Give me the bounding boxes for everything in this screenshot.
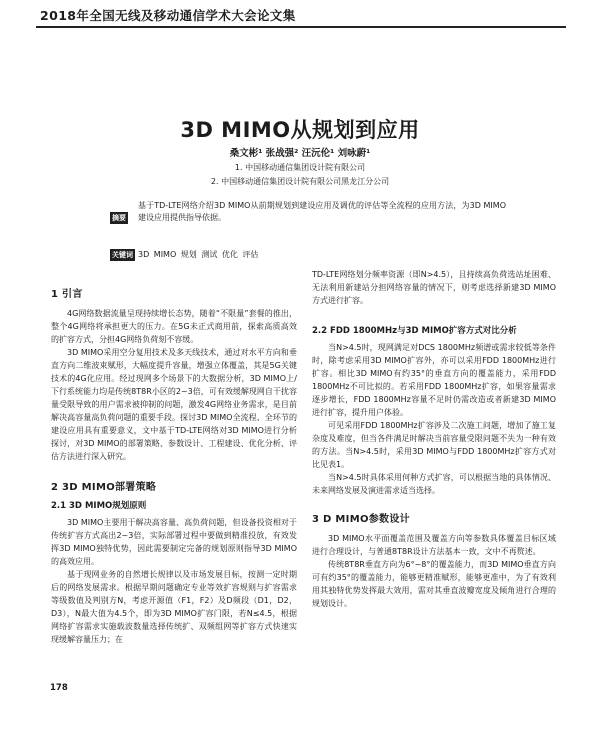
section-3-heading: 3 D MIMO参数设计 [312,514,410,525]
running-header: 2018年全国无线及移动通信学术大会论文集 [40,8,296,23]
section-3-paragraph-2: 传统8T8R垂直方向为6°~8°的覆盖能力，而3D MIMO垂直方向可有约35°的覆盖能力，能够更精准赋形，能够更准中，为了有效利用其独特优势发挥最大效用，需对其垂直波瓣宽度及倾角进行合理的规划设计。 [312,560,556,608]
affiliation-2: 2. 中国移动通信集团设计院有限公司黑龙江分公司 [210,177,390,186]
affiliation-1: 1. 中国移动通信集团设计院有限公司 [234,163,366,172]
keywords-text: 3D MIMO 规划 测试 优化 评估 [138,250,259,259]
section-2-2-paragraph-2: 可见采用FDD 1800MHz扩容涉及二次施工问题，增加了施工复杂度及难度，但当各件满足时解决当前容量受限问题不失为一种有效的方法。当N>4.5时，采用3D MIMO与FDD 1800MHz扩容方式对比见表1。 [312,421,556,469]
section-2-1-heading: 2.1 3D MIMO规划原则 [51,501,147,511]
section-2-2-heading: 2.2 FDD 1800MHz与3D MIMO扩容方式对比分析 [312,326,517,336]
section-3-paragraph-1: 3D MIMO水平面覆盖范围及覆盖方向等参数具体覆盖目标区域进行合理设计，与普通8T8R设计方法基本一致，文中不再赘述。 [312,534,556,556]
section-2-heading: 2 3D MIMO部署策略 [51,482,157,493]
section-2-1-paragraph-2: 基于现网业务的自然增长规律以及市场发展目标，按测一定时期后的网络发展需求。根据早期问题确定专业等效扩容规则与扩容需求等级数值及判别方N，考虑开源值（F1，F2）及D频段（D1，D2，D3），N最大值为4.5个，即为3D MIMO扩容门限，若N≤4.5，根据网络扩容需求实施载波数量选择传统扩、双频组网等扩容方式快速实现缓解容量压力；在 [51,570,297,644]
continued-paragraph: TD-LTE网络划分频率资源（即N>4.5），且持续高负荷选站址困难、无法利用新建站分担网络容量的情况下，则考虑选择新建3D MIMO方式进行扩容。 [312,270,556,305]
section-2-1-paragraph-1: 3D MIMO主要用于解决高容量、高负荷问题，但设备投资相对于传统扩容方式高出2~3倍，实际部署过程中要做到精准投放，有效发挥3D MIMO独特优势，因此需要制定完备的规划原则指导3D MIMO的高效应用。 [51,518,297,566]
section-1-paragraph-2: 3D MIMO采用空分复用技术及多天线技术，通过对水平方向和垂直方向二维波束赋形，大幅度提升容量，增强立体覆盖，其是5G关键技术的4G化应用。经过现网多个场景下的大数据分析，3D MIMO上/下行系统能力均是传统8T8R小区的2~3倍，可有效缓解现网自干扰容量受限导致的用户需求被抑制的问题，激发4G网络业务需求，是目前解决高容量高负荷问题的重要手段。探讨3D MIMO全流程、全环节的建设应用具有重要意义，文中基于TD-LTE网络对3D MIMO进行分析探讨，对3D MIMO的部署策略、参数设计、工程建设、优化分析、评估方法进行深入研究。 [51,348,297,461]
section-2-2-paragraph-1: 当N>4.5时，现网满足对DCS 1800MHz频谱或需求较低等条件时，除考虑采用3D MIMO扩容外，亦可以采用FDD 1800MHz进行扩容。相比3D MIMO有约35°的垂直方向的覆盖能力，采用FDD 1800MHz不可比拟的。若采用FDD 1800MHz扩容，如果容量需求逐步增长，FDD 1800MHz容量不足时仍需改造或者新建3D MIMO进行扩容，提升用户体验。 [312,343,556,417]
authors: 桑文彬¹ 张战强² 汪沅伦¹ 刘咏蔚¹ [229,148,371,159]
right-column [312,268,556,610]
section-1-paragraph-1: 4G网络数据流量呈现持续增长态势，随着“不限量”套餐的推出，整个4G网络将承担更大的压力。在5G未正式商用前，探索高质高效的扩容方式，分担4G网络负荷刻不容缓。 [51,309,297,344]
section-2-2-paragraph-3: 当N>4.5时具体采用何种方式扩容，可以根据当地的具体情况、未来网络发展及演进需求适当选择。 [312,473,556,495]
abstract-label: 摘要 [112,214,126,222]
header-rule [36,26,566,28]
abstract-text: 基于TD-LTE网络介绍3D MIMO从前期规划到建设应用及调优的评估等全流程的应用方法，为3D MIMO建设应用提供指导依据。 [138,201,506,222]
page-number: 178 [50,683,68,693]
keywords-label: 关键词 [112,251,133,259]
paper-title: 3D MIMO从规划到应用 [180,118,420,142]
left-column [51,280,297,646]
section-1-heading: 1 引言 [51,289,83,300]
